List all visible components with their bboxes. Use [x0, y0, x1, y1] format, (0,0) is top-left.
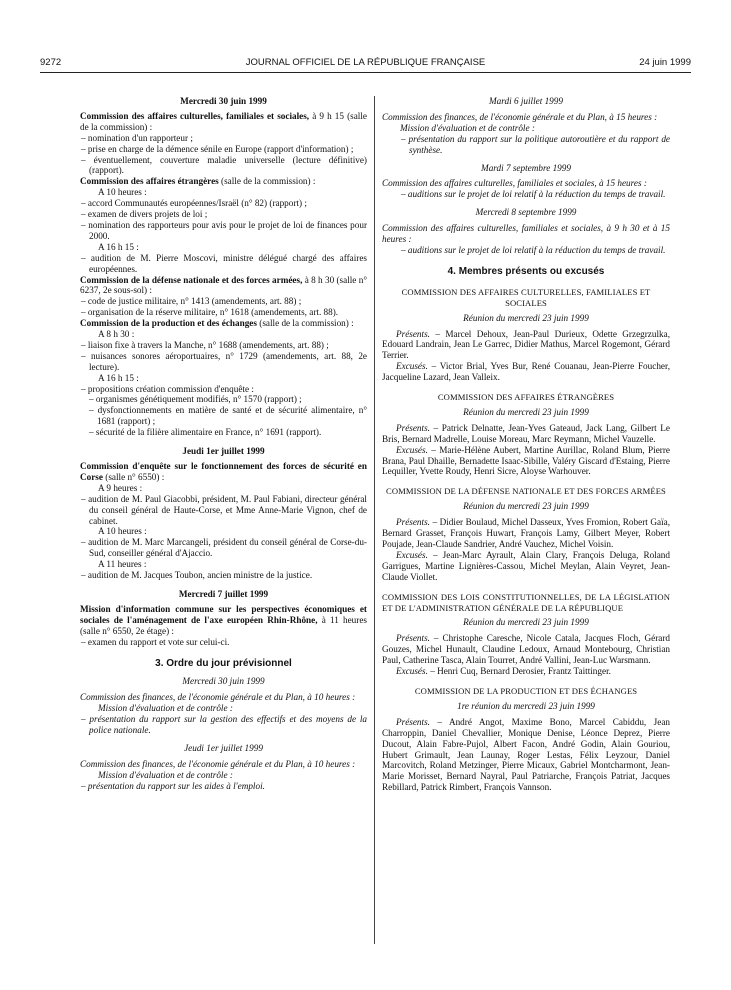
agenda-item: – nuisances sonores aéroportuaires, n° 1729 (amendements, art. 88, 2e lecture).: [81, 350, 367, 372]
agenda-item: – audition de M. Pierre Moscovi, ministre délégué chargé des affaires européennes.: [81, 252, 367, 274]
agenda-list: [80, 253, 367, 275]
day-heading: Mercredi 8 septembre 1999: [475, 207, 577, 218]
issue-date: 24 juin 1999: [639, 57, 691, 68]
agenda-list: [80, 296, 367, 318]
agenda-subitem: – sécurité de la filière alimentaire en France, n° 1691 (rapport).: [89, 427, 322, 438]
agenda-item: – présentation du rapport sur la politique autoroutière et du rapport de synthèse.: [401, 133, 670, 155]
mission-label: Mission d'évaluation et de contrôle :: [400, 122, 535, 133]
commission-heading: Mission d'information commune sur les perspectives économiques et sociales de l'aménagement de l'axe européen Rhin-Rhône, à 11 heures (salle n° 6550, 2e étage) :: [80, 603, 367, 636]
members-present: Présents. – Marcel Dehoux, Jean-Paul Durieux, Odette Grzegrzulka, Edouard Landrain, Jean Le Garrec, Didier Mathus, Marcel Rogemont, Gérard Terrier.: [382, 328, 670, 361]
agenda-list: [80, 133, 367, 177]
meeting-date: Réunion du mercredi 23 juin 1999: [463, 312, 589, 323]
members-present: Présents. – Patrick Delnatte, Jean-Yves Gateaud, Jack Lang, Gilbert Le Bris, Bernard Madrelle, Louise Moreau, Marc Reymann, Michel Vauzelle.: [382, 422, 670, 444]
column-divider: [374, 96, 375, 944]
agenda-list: [80, 494, 367, 527]
commission-heading: Commission d'enquête sur le fonctionnement des forces de sécurité en Corse (salle n° 6550) :: [80, 461, 367, 482]
agenda-list: [80, 714, 367, 736]
section-heading: 4. Membres présents ou excusés: [447, 265, 605, 277]
agenda-subitem: – dysfonctionnements en matière de santé et de sécurité alimentaire, n° 1681 (rapport) ;: [89, 405, 367, 427]
agenda-item: – liaison fixe à travers la Manche, n° 1688 (amendements, art. 88) ;: [81, 339, 329, 350]
agenda-list: [382, 189, 670, 200]
members-present: Présents. – Didier Boulaud, Michel Dasseux, Yves Fromion, Robert Gaïa, Bernard Grasset, François Huwart, François Lamy, Gilbert Meyer, Robert Poujade, Jean-Claude Sandrier, André Vauchez, Michel Voisin.: [382, 517, 670, 549]
day-heading: Mardi 6 juillet 1999: [489, 96, 563, 106]
agenda-item: – auditions sur le projet de loi relatif à la réduction du temps de travail.: [401, 189, 666, 200]
agenda-item: – auditions sur le projet de loi relatif à la réduction du temps de travail.: [401, 244, 666, 255]
day-heading: Mercredi 30 juin 1999: [180, 96, 267, 106]
time-label: A 10 heures :: [98, 187, 147, 198]
commission-name: COMMISSION DES LOIS CONSTITUTIONNELLES, DE LA LÉGISLATION ET DE L'ADMINISTRATION GÉNÉRALE DE LA RÉPUBLIQUE: [382, 591, 670, 613]
commission-heading: Commission des affaires culturelles, familiales et sociales, à 15 heures :: [382, 178, 647, 189]
commission-name: COMMISSION DES AFFAIRES CULTURELLES, FAMILIALES ET SOCIALES: [401, 286, 651, 308]
time-label: A 10 heures :: [98, 526, 147, 537]
members-present: Présents. – André Angot, Maxime Bono, Marcel Cabiddu, Jean Charroppin, Daniel Chevallier, Monique Denise, Léonce Deprez, Pierre Ducout, Alain Fabre-Pujol, Albert Facon, André Godin, Alain Gouriou, Hubert Grimault, Jean Launay, Roger Lestas, Félix Leyzour, Daniel Marcovitch, Roland Metzinger, Pierre Micaux, Gabriel Montcharmont, Jean-Marie Morisset, Bernard Nayral, Paul Patriarche, François Patriat, Jacques Rebillard, Patrick Rimbert, François Vannson.: [382, 716, 670, 793]
agenda-list: [80, 781, 367, 792]
agenda-item: – code de justice militaire, n° 1413 (amendements, art. 88) ;: [81, 296, 302, 307]
agenda-item: – organisation de la réserve militaire, n° 1618 (amendements, art. 88).: [81, 307, 339, 318]
meeting-date: 1re réunion du mercredi 23 juin 1999: [457, 700, 595, 711]
agenda-item: – prise en charge de la démence sénile en Europe (rapport d'information) ;: [81, 143, 354, 154]
agenda-item: – présentation du rapport sur la gestion des effectifs et des moyens de la police nationale.: [81, 714, 367, 736]
agenda-list: [382, 245, 670, 256]
agenda-item: – examen de divers projets de loi ;: [81, 209, 208, 220]
agenda-list: [80, 340, 367, 373]
members-excused: Excusés. – Victor Brial, Yves Bur, René Couanau, Jean-Pierre Foucher, Jacqueline Lazard, Jean Valleix.: [382, 361, 670, 383]
agenda-item: – audition de M. Marc Marcangeli, président du conseil général de Corse-du-Sud, conseiller général d'Ajaccio.: [81, 537, 367, 559]
agenda-item: – présentation du rapport sur les aides à l'emploi.: [81, 780, 265, 791]
commission-heading: Commission des affaires culturelles, familiales et sociales, à 9 h 30 et à 15 heures :: [382, 223, 670, 245]
agenda-item: – audition de M. Jacques Toubon, ancien ministre de la justice.: [81, 570, 313, 581]
members-excused: Excusés. – Jean-Marc Ayrault, Alain Clary, François Deluga, Roland Garrigues, Martine Lignières-Cassou, Michel Meylan, Alain Veyret, Jean-Claude Viollet.: [382, 549, 670, 582]
commission-name: COMMISSION DE LA DÉFENSE NATIONALE ET DES FORCES ARMÉES: [386, 486, 666, 497]
commission-name: COMMISSION DES AFFAIRES ÉTRANGÈRES: [437, 392, 615, 403]
day-heading: Jeudi 1er juillet 1999: [182, 446, 265, 457]
journal-title: JOURNAL OFFICIEL DE LA RÉPUBLIQUE FRANÇAISE: [245, 57, 486, 68]
agenda-list: [80, 198, 367, 242]
agenda-subitem: – organismes génétiquement modifiés, n° 1570 (rapport) ;: [89, 394, 302, 405]
time-label: A 8 h 30 :: [98, 329, 135, 340]
members-excused: Excusés. – Marie-Hélène Aubert, Martine Aurillac, Roland Blum, Pierre Brana, Paul Dhaille, Bernadette Isaac-Sibille, Valéry Giscard d'Estaing, Pierre Lequiller, Yvette Roudy, Henri Sicre, Aloyse Warhouver.: [382, 444, 670, 477]
day-heading: Jeudi 1er juillet 1999: [184, 742, 263, 753]
agenda-item: – nomination d'un rapporteur ;: [81, 132, 193, 143]
time-label: A 16 h 15 :: [98, 241, 139, 252]
agenda-item: – nomination des rapporteurs pour avis pour le projet de loi de finances pour 2000.: [81, 219, 367, 241]
agenda-list: [80, 570, 367, 581]
meeting-date: Réunion du mercredi 23 juin 1999: [463, 501, 589, 512]
time-label: A 16 h 15 :: [98, 372, 139, 383]
commission-heading: Commission des finances, de l'économie générale et du Plan, à 10 heures :: [80, 758, 356, 769]
commission-heading: Commission de la production et des échanges (salle de la commission) :: [80, 318, 354, 329]
mission-label: Mission d'évaluation et de contrôle :: [98, 769, 233, 780]
commission-name: COMMISSION DE LA PRODUCTION ET DES ÉCHANGES: [414, 685, 638, 696]
left-column: [80, 94, 367, 792]
members-present: Présents. – Christophe Caresche, Nicole Catala, Jacques Floch, Gérard Gouzes, Michel Hunault, Claudine Ledoux, Arnaud Montebourg, Christian Paul, Catherine Tasca, Alain Tourret, André Vallini, Jean-Luc Warsmann.: [382, 633, 670, 666]
day-heading: Mercredi 7 juillet 1999: [178, 588, 269, 599]
time-label: A 9 heures :: [98, 482, 143, 493]
page-number: 9272: [40, 57, 62, 68]
agenda-item: – accord Communautés européennes/Israël (n° 82) (rapport) ;: [81, 198, 307, 209]
page-header: [40, 57, 691, 73]
section-heading: 3. Ordre du jour prévisionnel: [155, 657, 292, 669]
commission-heading: Commission de la défense nationale et des forces armées, à 8 h 30 (salle n° 6237, 2e sous-sol) :: [80, 274, 367, 296]
agenda-list: [80, 384, 367, 439]
agenda-item: – propositions création commission d'enquête :: [81, 383, 254, 394]
agenda-list: [80, 537, 367, 559]
day-heading: Mercredi 30 juin 1999: [182, 676, 265, 687]
meeting-date: Réunion du mercredi 23 juin 1999: [463, 406, 589, 417]
commission-heading: Commission des affaires culturelles, familiales et sociales, à 9 h 15 (salle de la commission) :: [80, 110, 367, 132]
members-excused: Excusés. – Henri Cuq, Bernard Derosier, Frantz Taittinger.: [396, 666, 611, 677]
commission-heading: Commission des affaires étrangères (salle de la commission) :: [80, 176, 316, 187]
right-column: [382, 94, 670, 793]
time-label: A 11 heures :: [98, 559, 147, 570]
agenda-list: [80, 637, 367, 648]
agenda-item: – éventuellement, couverture maladie universelle (lecture définitive) (rapport).: [81, 154, 367, 176]
mission-label: Mission d'évaluation et de contrôle :: [98, 703, 233, 714]
agenda-list: [382, 134, 670, 156]
meeting-date: Réunion du mercredi 23 juin 1999: [463, 617, 589, 628]
header-rule: [40, 72, 691, 73]
commission-heading: Commission des finances, de l'économie générale et du Plan, à 10 heures :: [80, 692, 356, 703]
agenda-item: – examen du rapport et vote sur celui-ci.: [81, 636, 230, 647]
commission-heading: Commission des finances, de l'économie générale et du Plan, à 15 heures :: [382, 111, 658, 122]
day-heading: Mardi 7 septembre 1999: [481, 162, 571, 173]
agenda-item: – audition de M. Paul Giacobbi, président, M. Paul Fabiani, directeur général du conseil général de Haute-Corse, et Mme Anne-Marie Vignon, chef de cabinet.: [81, 493, 367, 526]
